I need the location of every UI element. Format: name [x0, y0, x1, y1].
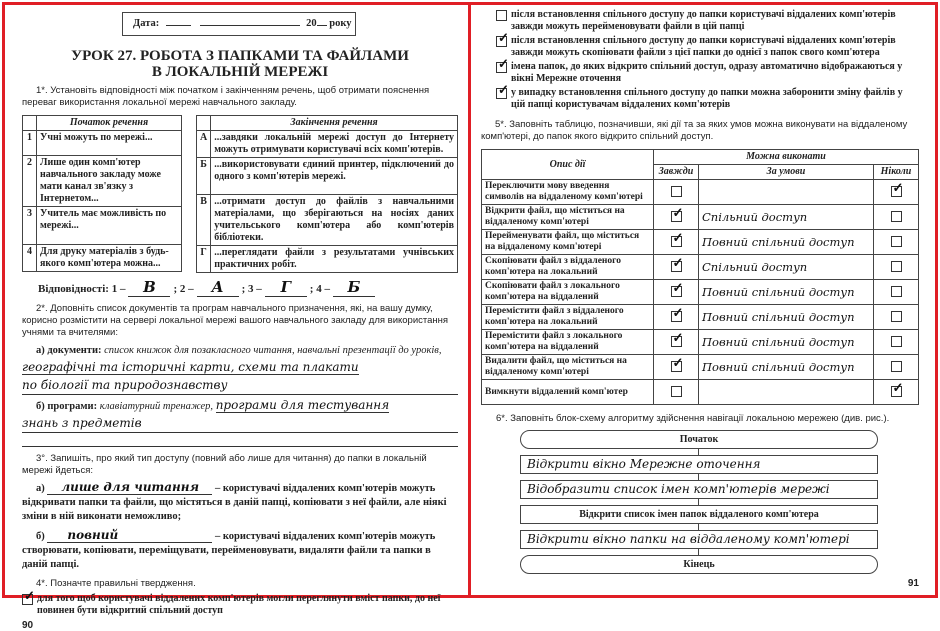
lesson-title: УРОК 27. РОБОТА З ПАПКАМИ ТА ФАЙЛАМИ: [71, 48, 409, 64]
task2-b-answer-1[interactable]: програми для тестування: [215, 398, 390, 412]
task3-b-label: б): [36, 531, 45, 542]
row-label: 4: [23, 245, 37, 272]
row-text: ...переглядати файли з результатами учнівських практичних робіт.: [211, 246, 458, 273]
never-cell: [874, 255, 919, 280]
action-description: Перемістити файл з локального комп'ютера на віддалений: [482, 330, 654, 355]
answers-label: Відповідності:: [38, 283, 109, 295]
table-row: [482, 305, 919, 330]
task2-a-answer-1[interactable]: географічні та історичні карти, схеми та плакати: [22, 360, 359, 374]
always-cell: [654, 255, 699, 280]
task3-text: 3°. Запишіть, про який тип доступу (повний або лише для читання) до папки в локальній мережі йдеться:: [22, 453, 427, 476]
row-label: Б: [197, 158, 211, 195]
never-cell: [874, 205, 919, 230]
answer-value[interactable]: Б: [333, 278, 375, 297]
never-cell: [874, 280, 919, 305]
action-description: Видалити файл, що міститься на віддаленому комп'ютері: [482, 355, 654, 380]
condition-cell[interactable]: Повний спільний доступ: [699, 355, 874, 380]
table-row: [197, 158, 458, 195]
task2-a-answer-2[interactable]: по біології та природознавству: [22, 377, 458, 395]
always-checkbox[interactable]: [671, 211, 682, 222]
always-cell: [654, 355, 699, 380]
never-cell: [874, 230, 919, 255]
page-divider: [468, 2, 471, 598]
always-cell: [654, 180, 699, 205]
row-text: Для друку матеріалів з будь-якого комп'ютера можна...: [37, 245, 182, 272]
answer-value[interactable]: В: [128, 278, 170, 297]
always-cell: [654, 305, 699, 330]
date-year-field[interactable]: [317, 25, 327, 26]
task1-tables: [22, 115, 458, 273]
condition-cell[interactable]: Повний спільний доступ: [699, 280, 874, 305]
table-row: [482, 230, 919, 255]
row-label: 1: [23, 131, 37, 156]
answer-value[interactable]: Г: [265, 278, 307, 297]
task3-a-label: а): [36, 483, 45, 494]
never-cell: [874, 305, 919, 330]
row-label: 3: [23, 207, 37, 245]
flow-start: Початок: [520, 430, 878, 449]
row-label: Г: [197, 246, 211, 273]
task1-text: 1*. Установіть відповідності між початком і закінченням речень, щоб отримати пояснення переваг використання локальної мережі навчального закладу.: [22, 85, 430, 108]
condition-cell[interactable]: Повний спільний доступ: [699, 330, 874, 355]
task2-text: 2*. Доповніть список документів та програм навчального призначення, які, на вашу думку, корисно розмістити на сервері локальної мережі вашого навчального закладу для використання учнями та вчителями:: [22, 303, 449, 338]
never-checkbox[interactable]: [891, 361, 902, 372]
never-checkbox[interactable]: [891, 311, 902, 322]
never-cell: [874, 330, 919, 355]
always-cell: [654, 280, 699, 305]
always-checkbox[interactable]: [671, 311, 682, 322]
header-always: Завжди: [654, 165, 699, 180]
task3-b-answer[interactable]: повний: [47, 528, 212, 543]
task3-a-answer[interactable]: лише для читання: [47, 480, 212, 495]
table-row: [482, 330, 919, 355]
row-text: Учитель має можливість по мережі...: [37, 207, 182, 245]
action-description: Відкрити файл, що міститься на віддаленому комп'ютері: [482, 205, 654, 230]
table-row: [23, 245, 182, 272]
answer-key: 1 –: [111, 283, 126, 295]
flow-step-2[interactable]: Відобразити список імен комп'ютерів мережі: [520, 480, 878, 499]
table-row: [23, 131, 182, 156]
task2-a-label: а) документи:: [36, 345, 102, 356]
flow-step-4[interactable]: Відкрити вікно папки на віддаленому комп'ютері: [520, 530, 878, 549]
header-can: Можна виконати: [654, 150, 919, 165]
never-checkbox[interactable]: [891, 261, 902, 272]
always-cell: [654, 230, 699, 255]
task3-a: [22, 480, 458, 524]
table-row: [197, 246, 458, 273]
row-text: ...використовувати єдиний принтер, підключений до одного з комп'ютерів мережі.: [211, 158, 458, 195]
task2-b-label: б) програми:: [36, 401, 98, 412]
never-cell: [874, 180, 919, 205]
always-checkbox[interactable]: [671, 361, 682, 372]
condition-cell[interactable]: Повний спільний доступ: [699, 305, 874, 330]
action-description: Перемістити файл з віддаленого комп'ютера на локальний: [482, 305, 654, 330]
row-label: А: [197, 131, 211, 158]
table-row: [482, 355, 919, 380]
table-row: [197, 195, 458, 246]
right-header: Закінчення речення: [211, 116, 458, 131]
header-action: Опис дії: [482, 150, 654, 180]
always-checkbox[interactable]: [671, 336, 682, 347]
table-row: [482, 255, 919, 280]
condition-cell[interactable]: Спільний доступ: [699, 205, 874, 230]
row-text: ...отримати доступ до файлів з навчальними матеріалами, що зберігаються на носіях даних учительського комп'ютера або комп'ютерів бібліотеки.: [211, 195, 458, 246]
condition-cell[interactable]: Повний спільний доступ: [699, 230, 874, 255]
never-checkbox[interactable]: [891, 336, 902, 347]
task1-right-table: [196, 115, 458, 273]
always-checkbox[interactable]: [671, 236, 682, 247]
task4-item-text: для того щоб користувачі віддалених комп'ютерів могли переглянути вміст папки, до неї повинен бути відкритий спільний доступ: [37, 593, 441, 616]
task4-item[interactable]: [496, 35, 919, 59]
flow-end: Кінець: [520, 555, 878, 574]
task2-b-answer-2[interactable]: знань з предметів: [22, 415, 458, 433]
checkbox[interactable]: [496, 88, 507, 99]
answer-value[interactable]: А: [197, 278, 239, 297]
always-cell: [654, 330, 699, 355]
row-label: В: [197, 195, 211, 246]
task1-left-table: [22, 115, 182, 272]
action-description: Перейменувати файл, що міститься на віддаленому комп'ютері: [482, 230, 654, 255]
action-description: Вимкнути віддалений комп'ютер: [482, 380, 654, 405]
task2-a-printed: список книжок для позакласного читання, навчальні презентації до уроків,: [104, 345, 442, 356]
condition-cell[interactable]: Спільний доступ: [699, 255, 874, 280]
left-header: Початок речення: [37, 116, 182, 131]
answer-key: ; 4 –: [309, 283, 330, 295]
date-label: Дата:: [133, 18, 160, 29]
table-row: [482, 205, 919, 230]
row-text: ...завдяки локальній мережі доступ до Інтернету можуть отримувати користувачі всіх комп'ютерів.: [211, 131, 458, 158]
always-cell: [654, 380, 699, 405]
task2-a: [22, 342, 458, 377]
task4-text: 4*. Позначте правильні твердження.: [36, 578, 196, 589]
answer-key: ; 3 –: [241, 283, 262, 295]
never-checkbox[interactable]: [891, 186, 902, 197]
never-checkbox[interactable]: [891, 286, 902, 297]
checkbox[interactable]: [496, 10, 507, 21]
task2-b-printed: клавіатурний тренажер,: [99, 401, 214, 412]
checkbox[interactable]: [496, 62, 507, 73]
never-cell: [874, 355, 919, 380]
date-box: [122, 12, 356, 36]
task4-item[interactable]: [496, 87, 919, 111]
row-text: Лише один комп'ютер навчального закладу може мати канал зв'язку з Інтернетом...: [37, 156, 182, 207]
task3-b-text: – користувачі віддалених комп'ютерів можуть створювати, копіювати, переміщувати, перейменовувати, видаляти файли та папки в даній папці.: [22, 531, 436, 570]
condition-cell[interactable]: [699, 180, 874, 205]
action-description: Скопіювати файл з віддаленого комп'ютера на локальний: [482, 255, 654, 280]
condition-cell[interactable]: [699, 380, 874, 405]
row-text: Учні можуть по мережі...: [37, 131, 182, 156]
task6-text: 6*. Заповніть блок-схему алгоритму здійснення навігації локальною мережею (див. рис.).: [496, 413, 890, 424]
table-row: [482, 180, 919, 205]
always-cell: [654, 205, 699, 230]
task2-b: [22, 397, 458, 415]
task3-b: [22, 528, 458, 572]
header-condition: За умови: [699, 165, 874, 180]
task4-item-text: після встановлення спільного доступу до папки користувачі віддалених комп'ютерів завжди можуть перейменовувати файли в цій папці: [511, 9, 896, 32]
flow-step-1[interactable]: Відкрити вікно Мережне оточення: [520, 455, 878, 474]
date-day-field[interactable]: [166, 25, 191, 26]
header-never: Ніколи: [874, 165, 919, 180]
action-description: Скопіювати файл з локального комп'ютера на віддалений: [482, 280, 654, 305]
task4-item[interactable]: [496, 9, 919, 33]
action-description: Переключити мову введення символів на віддаленому комп'ютері: [482, 180, 654, 205]
right-page: [481, 9, 919, 589]
task2-blank-line[interactable]: [22, 433, 458, 447]
task3-a-text: – користувачі віддалених комп'ютерів можуть відкривати папки та файли, що містяться в даній папці, копіювати з неї файли, але ніякі зміни в ній виконати неможливо;: [22, 483, 447, 522]
always-checkbox[interactable]: [671, 386, 682, 397]
never-cell: [874, 380, 919, 405]
table-row: [482, 280, 919, 305]
never-checkbox[interactable]: [891, 236, 902, 247]
task4-item[interactable]: [496, 61, 919, 85]
task5-text: 5*. Заповніть таблицю, позначивши, які дії та за яких умов можна виконувати на віддаленому комп'ютері, до папок якого відкрито спільний доступ.: [481, 119, 908, 142]
row-label: 2: [23, 156, 37, 207]
table-row: [482, 380, 919, 405]
table-row: [23, 207, 182, 245]
flowchart: [520, 430, 878, 574]
page-number-right: 91: [907, 578, 919, 589]
checkbox[interactable]: [496, 36, 507, 47]
left-page: [22, 12, 458, 631]
table-row: [23, 156, 182, 207]
page-number-left: 90: [22, 620, 34, 631]
table-row: [197, 131, 458, 158]
task5-table: [481, 149, 919, 405]
task4-item-text: імена папок, до яких відкрито спільний доступ, одразу автоматично відображаються у вікні Мережне оточення: [511, 61, 903, 84]
task4-item[interactable]: [22, 593, 458, 617]
task4-item-text: у випадку встановлення спільного доступу до папки можна заборонити зміну файлів у цій папці користувачам віддалених комп'ютерів: [511, 87, 903, 110]
date-month-field[interactable]: [200, 25, 300, 26]
always-checkbox[interactable]: [671, 186, 682, 197]
answer-key: ; 2 –: [173, 283, 194, 295]
answers-line: [38, 278, 458, 299]
task4-item-text: після встановлення спільного доступу до папки користувачі віддалених комп'ютерів завжди можуть скопіювати файли з цієї папки до однієї з папок свого комп'ютера: [511, 35, 896, 58]
flow-step-3: Відкрити список імен папок віддаленого комп'ютера: [520, 505, 878, 524]
always-checkbox[interactable]: [671, 286, 682, 297]
lesson-subtitle: В ЛОКАЛЬНІЙ МЕРЕЖІ: [151, 64, 329, 80]
date-year-suffix: року: [329, 18, 352, 29]
never-checkbox[interactable]: [891, 386, 902, 397]
date-year: 20: [306, 18, 317, 29]
never-checkbox[interactable]: [891, 211, 902, 222]
always-checkbox[interactable]: [671, 261, 682, 272]
